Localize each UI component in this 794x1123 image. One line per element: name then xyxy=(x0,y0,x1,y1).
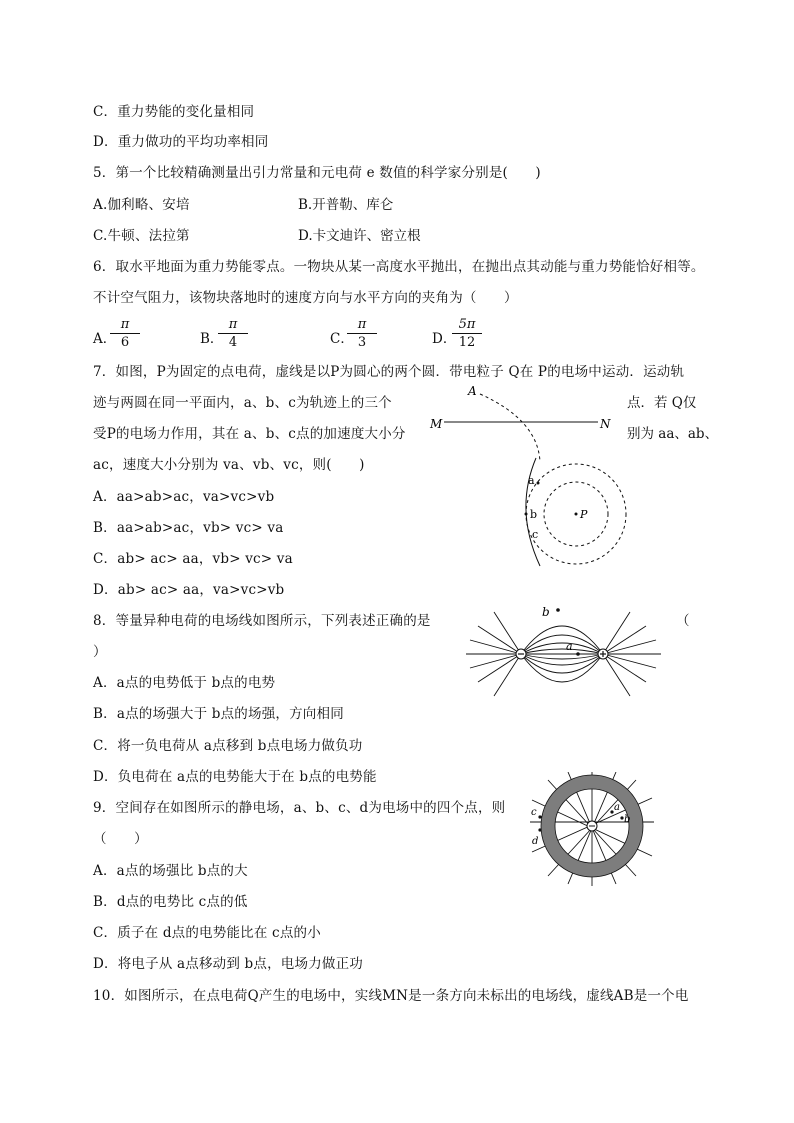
label-c: c xyxy=(532,528,539,541)
q7-option-c: C．ab> ac> aa，vb> vc> va xyxy=(93,551,293,567)
point-b xyxy=(556,608,560,612)
label-a: a xyxy=(566,640,573,653)
label-b: b xyxy=(530,508,538,521)
label-b: b xyxy=(624,814,631,825)
q8-stem: 8．等量异种电荷的电场线如图所示，下列表述正确的是 xyxy=(93,613,431,629)
q4-option-d: D．重力做功的平均功率相同 xyxy=(93,134,269,150)
label-d: d xyxy=(532,836,539,847)
q8-option-b: B．a点的场强大于 b点的场强，方向相同 xyxy=(93,706,344,722)
q9-stem-close: （ ） xyxy=(93,831,148,847)
q7-stem-line3-right: 别为 aa、ab、 xyxy=(627,426,719,442)
q9-option-a: A．a点的场强比 b点的大 xyxy=(93,863,248,879)
q7-option-a: A．aa>ab>ac，va>vc>vb xyxy=(93,489,275,505)
q9-option-b: B．d点的电势比 c点的低 xyxy=(93,894,248,910)
q7-stem-line2: 迹与两圆在同一平面内，a、b、c为轨迹上的三个 xyxy=(93,395,392,411)
q6-option-d-fraction xyxy=(452,317,482,350)
q9-stem: 9．空间存在如图所示的静电场，a、b、c、d为电场中的四个点，则 xyxy=(93,800,506,816)
fraction-numerator: 5π xyxy=(452,317,482,334)
q5-option-c: C.牛顿、法拉第 xyxy=(93,228,190,244)
q5-option-a: A.伽利略、安培 xyxy=(93,197,190,213)
q5-option-b: B.开普勒、库仑 xyxy=(298,197,394,213)
dashed-trajectory-ab xyxy=(480,394,540,462)
label-a-point: A xyxy=(468,384,477,398)
fraction-denominator: 6 xyxy=(120,335,130,350)
q8-option-a: A．a点的电势低于 b点的电势 xyxy=(93,675,276,691)
q6-stem-line2: 不计空气阻力，该物块落地时的速度方向与水平方向的夹角为（ ） xyxy=(93,290,518,306)
q5-option-d: D.卡文迪许、密立根 xyxy=(298,228,421,244)
label-a: a xyxy=(528,474,535,487)
q8-stem-right: （ xyxy=(676,613,690,629)
q7-stem-line4: ac，速度大小分别为 va、vb、vc，则( ) xyxy=(93,457,365,473)
q6-option-a-fraction xyxy=(110,317,140,350)
q4-option-c: C．重力势能的变化量相同 xyxy=(93,104,255,120)
fraction-denominator: 4 xyxy=(228,335,238,350)
point-a xyxy=(576,652,580,656)
q7-figure xyxy=(428,380,628,570)
point-a xyxy=(537,482,540,485)
q6-option-b-fraction xyxy=(218,317,248,350)
q10-stem: 10．如图所示，在点电荷Q产生的电场中，实线MN是一条方向未标出的电场线，虚线AB是一个电 xyxy=(93,988,689,1004)
q7-option-b: B．aa>ab>ac，vb> vc> va xyxy=(93,520,284,536)
field-lines xyxy=(466,612,661,696)
q8-option-d: D．负电荷在 a点的电势能大于在 b点的电势能 xyxy=(93,769,377,785)
q6-option-c-letter: C． xyxy=(330,331,354,347)
q7-stem-line3: 受P的电场力作用，其在 a、b、c点的加速度大小分 xyxy=(93,426,406,442)
fraction-denominator: 12 xyxy=(458,335,476,350)
q6-option-c-fraction xyxy=(347,317,377,350)
q8-figure xyxy=(466,604,661,704)
q6-option-b-letter: B． xyxy=(200,331,224,347)
q6-option-d-letter: D． xyxy=(432,331,457,347)
fraction-denominator: 3 xyxy=(357,335,367,350)
point-c xyxy=(538,815,541,818)
label-n: N xyxy=(600,417,611,431)
q9-figure xyxy=(530,772,655,887)
fraction-numerator: π xyxy=(347,317,377,334)
point-d xyxy=(538,828,541,831)
point-b xyxy=(525,513,528,516)
q8-option-c: C．将一负电荷从 a点移到 b点电场力做负功 xyxy=(93,738,363,754)
fraction-numerator: π xyxy=(218,317,248,334)
label-p: P xyxy=(580,508,588,521)
q7-stem-line1: 7．如图，P为固定的点电荷，虚线是以P为圆心的两个圆．带电粒子 Q在 P的电场中运动．运动轨 xyxy=(93,364,685,380)
q7-option-d: D．ab> ac> aa，va>vc>vb xyxy=(93,582,285,598)
q8-stem-close: ） xyxy=(93,644,107,660)
q6-option-a-letter: A． xyxy=(93,331,117,347)
label-a: a xyxy=(614,802,620,813)
q9-option-d: D．将电子从 a点移动到 b点，电场力做正功 xyxy=(93,956,363,972)
q5-stem: 5．第一个比较精确测量出引力常量和元电荷 e 数值的科学家分别是( ) xyxy=(93,165,541,181)
q7-stem-line2-right: 点．若 Q仅 xyxy=(627,395,697,411)
label-b: b xyxy=(542,605,550,619)
fraction-numerator: π xyxy=(110,317,140,334)
label-m: M xyxy=(430,417,443,431)
q9-option-c: C．质子在 d点的电势能比在 c点的小 xyxy=(93,925,321,941)
q6-stem-line1: 6．取水平地面为重力势能零点。一物块从某一高度水平抛出，在抛出点其动能与重力势能恰好相等。 xyxy=(93,259,705,275)
point-p xyxy=(575,513,578,516)
label-c: c xyxy=(531,807,537,818)
